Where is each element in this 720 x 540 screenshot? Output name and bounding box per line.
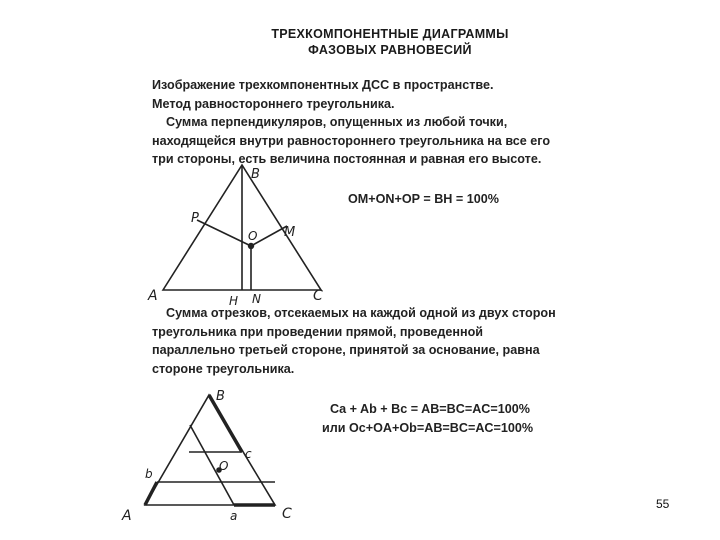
triangle-abc-2 [145, 395, 275, 505]
intro-line-4: находящейся внутри равностороннего треугольника на все его [152, 133, 551, 148]
diagram-perpendiculars [163, 165, 321, 290]
segments-line-3: параллельно третьей стороне, принятой за основание, равна [152, 343, 540, 357]
diagram-segments [145, 395, 275, 505]
label-p: P [191, 211, 199, 226]
segment-ab-bold [145, 482, 157, 505]
title-line-1: ТРЕХКОМПОНЕНТНЫЕ ДИАГРАММЫ [271, 27, 509, 41]
label-a-small: a [230, 509, 238, 523]
segments-line-2: треугольника при проведении прямой, проведенной [152, 324, 484, 339]
title-line-2: ФАЗОВЫХ РАВНОВЕСИЙ [308, 43, 472, 57]
label-a-2: A [122, 508, 132, 524]
label-c-small: c [245, 447, 252, 461]
intro-line-3: Сумма перпендикуляров, опущенных из любой точки, [166, 115, 508, 129]
label-b-1: B [251, 167, 260, 182]
segments-line-4: стороне треугольника. [152, 361, 295, 376]
perpendicular-op [197, 220, 251, 246]
intro-line-1: Изображение трехкомпонентных ДСС в пространстве. [152, 78, 494, 92]
segments-line-1: Сумма отрезков, отсекаемых на каждой одной из двух сторон [166, 306, 556, 320]
point-o [249, 244, 254, 249]
formula-segments-2: или Oc+OA+Ob=AB=BC=AC=100% [322, 421, 534, 435]
label-m: M [284, 225, 296, 240]
label-c-1: C [313, 288, 323, 304]
label-h: H [229, 294, 239, 308]
page-number: 55 [656, 497, 670, 511]
formula-segments-1: Ca + Ab + Bc = AB=BC=AC=100% [330, 402, 530, 416]
label-a-1: A [148, 288, 158, 304]
intro-line-2: Метод равностороннего треугольника. [152, 96, 395, 111]
label-o-2: O [219, 459, 229, 473]
segment-bc-bold [209, 395, 242, 452]
label-b-small: b [145, 467, 153, 481]
intro-line-5: три стороны, есть величина постоянная и равная его высоте. [152, 152, 542, 166]
formula-perpendiculars: OM+ON+OP = BH = 100% [348, 192, 499, 206]
label-n: N [252, 292, 261, 306]
label-b-2: B [216, 389, 225, 404]
label-c-2: C [282, 506, 292, 522]
label-o-1: O [248, 229, 258, 243]
